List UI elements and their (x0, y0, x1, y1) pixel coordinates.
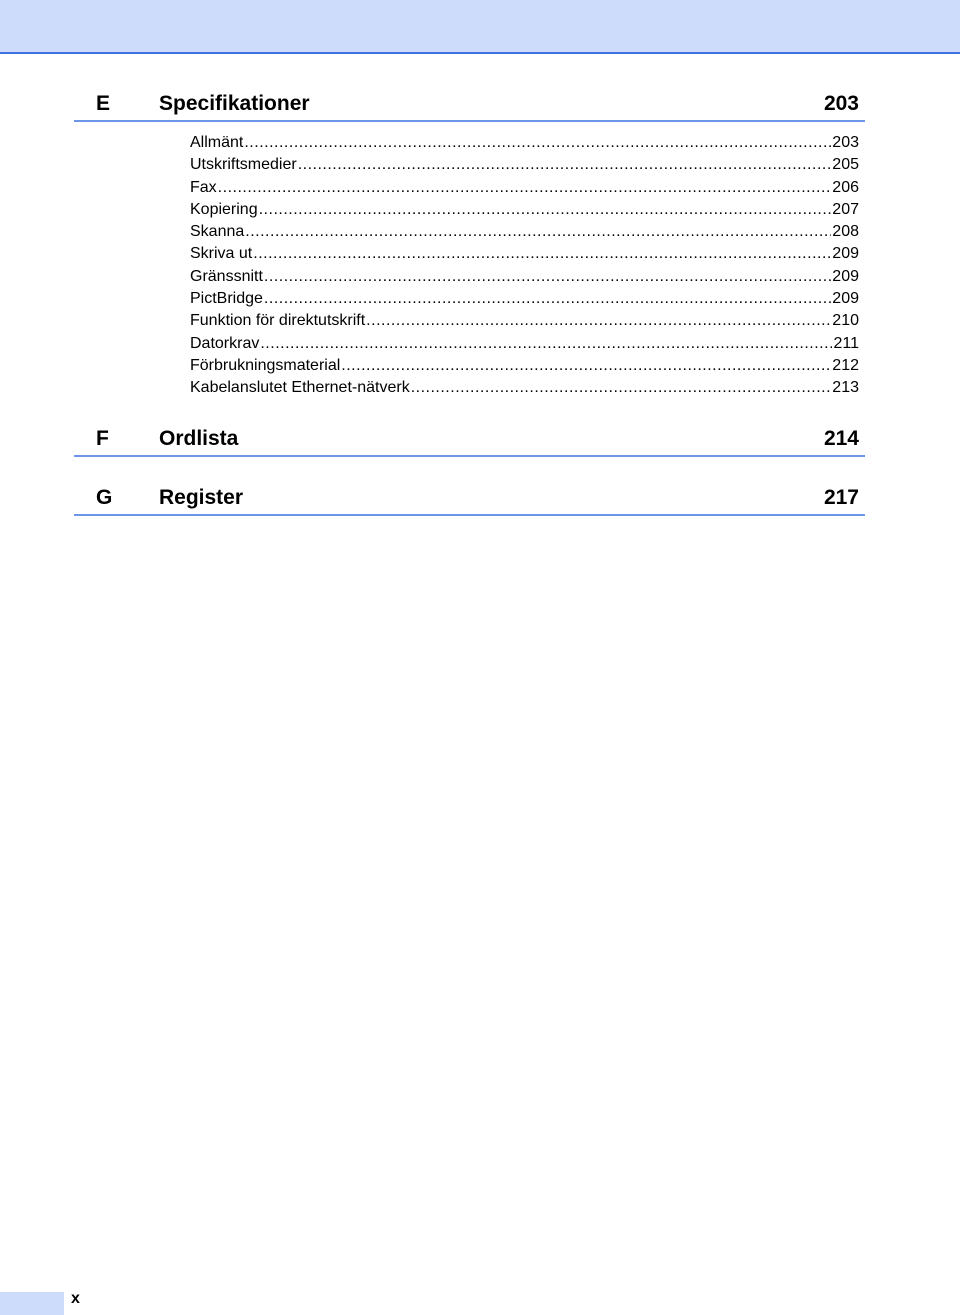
chapter-title: Specifikationer (159, 92, 310, 115)
dot-leader (244, 132, 831, 154)
toc-entry-page: 210 (832, 312, 859, 330)
chapter-page: 214 (823, 426, 859, 450)
chapter-heading-f[interactable] (74, 423, 865, 457)
dot-leader (253, 243, 831, 265)
dot-leader (264, 266, 831, 288)
toc-entry-title: Allmänt (190, 134, 244, 151)
toc-entry-page: 203 (832, 134, 859, 151)
toc-entry[interactable] (190, 288, 859, 310)
toc-entry[interactable] (190, 355, 859, 377)
chapter-title: Register (159, 485, 244, 509)
dot-leader (411, 377, 832, 399)
chapter-letter: E (96, 92, 111, 115)
toc-entry-page: 211 (833, 334, 859, 352)
toc-entry[interactable] (190, 177, 859, 199)
chapter-letter: G (96, 485, 113, 509)
dot-leader (264, 288, 831, 310)
toc-entry-title: Funktion för direktutskrift (190, 312, 366, 330)
toc-entry-page: 212 (832, 356, 859, 374)
dot-leader (298, 154, 832, 176)
toc-entry[interactable] (190, 377, 859, 399)
page-number: x (71, 1290, 80, 1307)
toc-entry-title: PictBridge (190, 290, 263, 308)
toc-entry[interactable] (190, 154, 859, 176)
toc-entry-page: 213 (832, 379, 859, 397)
chapter-heading-e[interactable] (74, 88, 865, 122)
toc-entry-page: 209 (832, 290, 859, 308)
toc-entry-title: Gränssnitt (190, 267, 263, 285)
toc-entry[interactable] (190, 310, 859, 332)
toc-entry-title: Utskriftsmedier (190, 156, 297, 174)
toc-entry-title: Förbrukningsmaterial (190, 356, 341, 374)
dot-leader (245, 221, 831, 243)
toc-entry-page: 209 (832, 267, 859, 285)
dot-leader (259, 199, 832, 221)
chapter-page: 203 (823, 92, 859, 115)
toc-entry[interactable] (190, 132, 859, 154)
toc-entry[interactable] (190, 221, 859, 243)
dot-leader (260, 333, 832, 355)
page-header-band (0, 0, 960, 54)
toc-entry-page: 209 (832, 245, 859, 263)
toc-entry-page: 207 (832, 200, 859, 218)
chapter-page: 217 (823, 485, 859, 509)
chapter-title: Ordlista (159, 426, 239, 450)
dot-leader (366, 310, 831, 332)
toc-entry-title: Skriva ut (190, 245, 253, 263)
chapter-heading-g[interactable] (74, 482, 865, 516)
dot-leader (341, 355, 831, 377)
chapter-e-entries (190, 132, 859, 400)
toc-entry[interactable] (190, 243, 859, 265)
toc-entry-title: Kabelanslutet Ethernet-nätverk (190, 379, 410, 397)
toc-entry[interactable] (190, 199, 859, 221)
toc-entry[interactable] (190, 333, 859, 355)
toc-entry-title: Fax (190, 178, 217, 196)
chapter-letter: F (96, 426, 109, 450)
table-of-contents (74, 88, 865, 516)
toc-entry-title: Skanna (190, 223, 245, 241)
toc-entry-page: 208 (832, 223, 859, 241)
toc-entry-page: 205 (832, 156, 859, 174)
toc-entry[interactable] (190, 266, 859, 288)
dot-leader (218, 177, 832, 199)
footer-tab (0, 1292, 64, 1315)
toc-entry-page: 206 (832, 178, 859, 196)
toc-entry-title: Datorkrav (190, 334, 260, 352)
toc-entry-title: Kopiering (190, 200, 258, 218)
